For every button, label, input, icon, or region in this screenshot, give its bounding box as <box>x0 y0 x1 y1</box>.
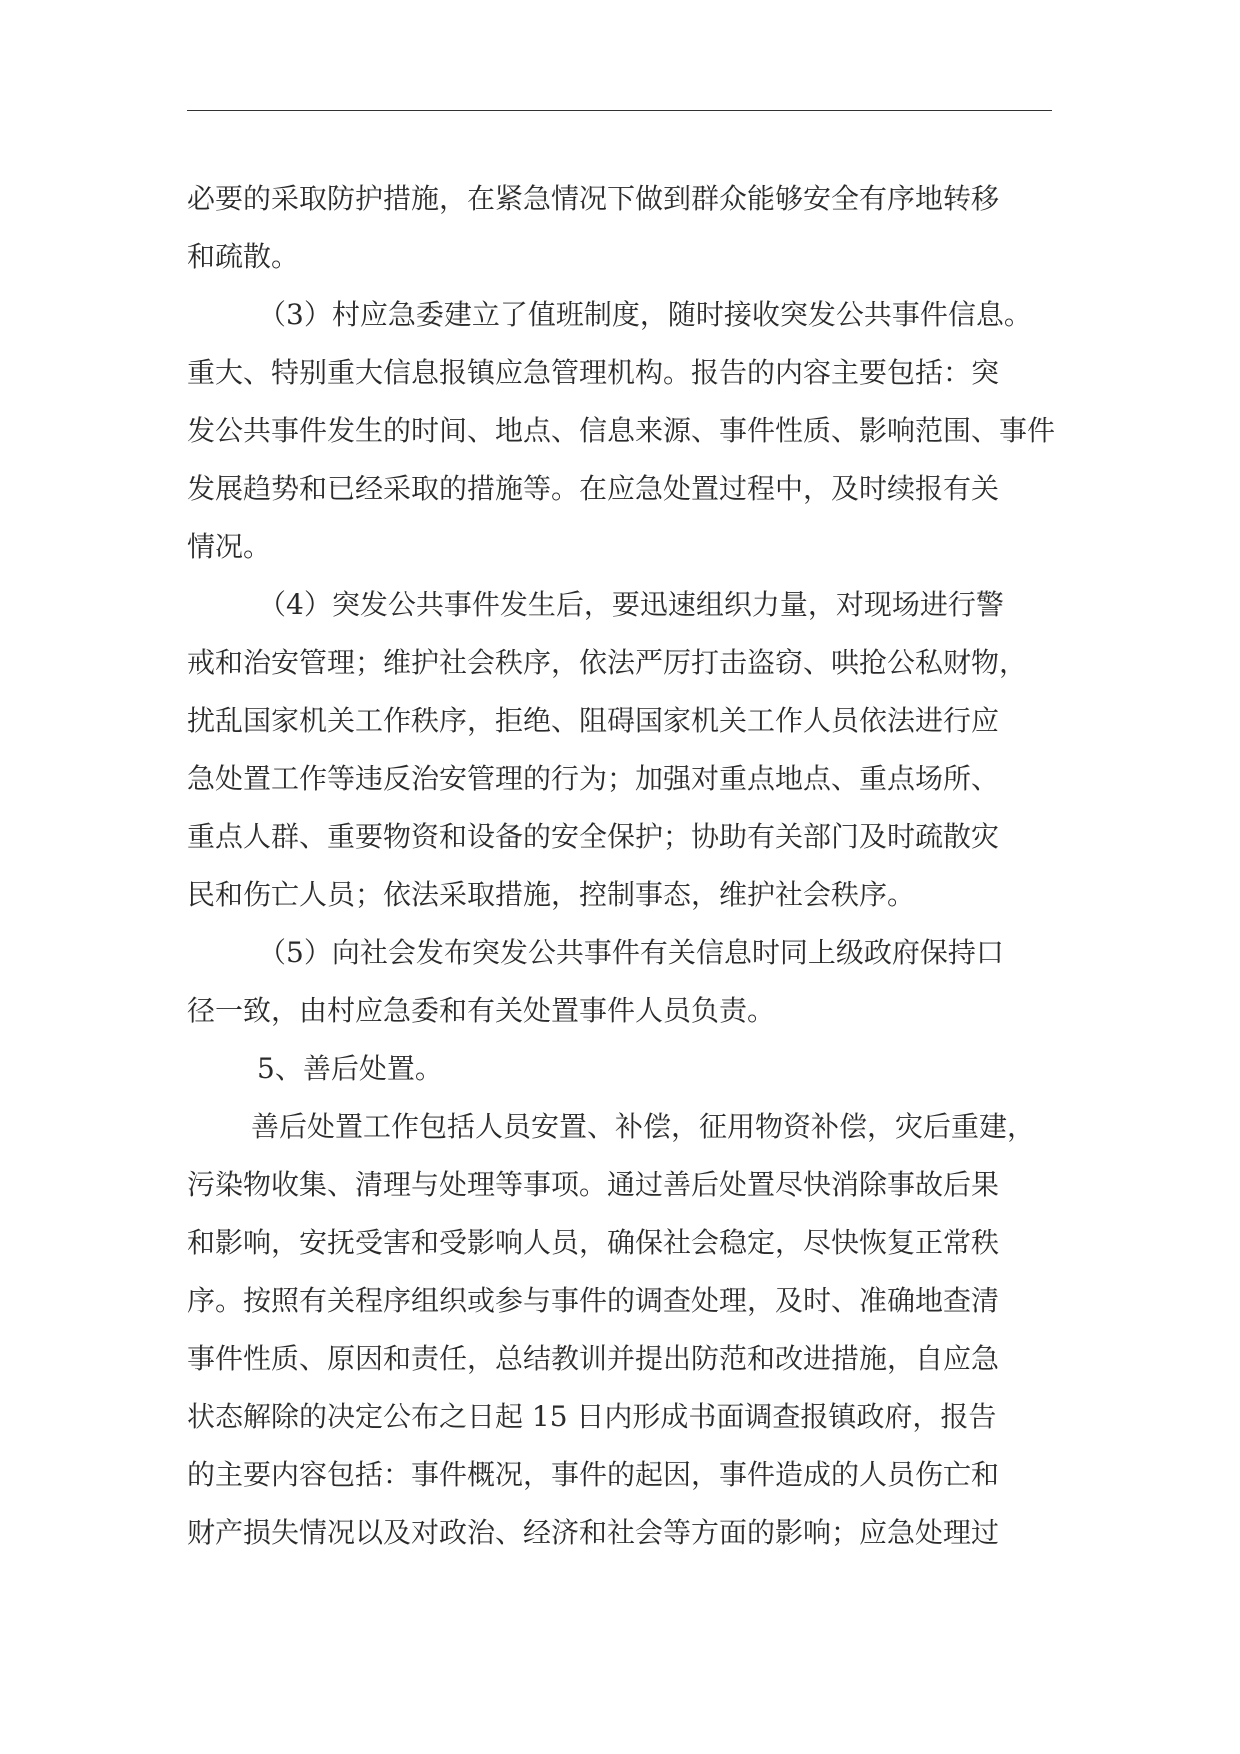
aftermath-paragraph-line: 善后处置工作包括人员安置、补偿，征用物资补偿，灾后重建， <box>251 1110 1036 1143</box>
text-line: 急处置工作等违反治安管理的行为；加强对重点地点、重点场所、 <box>187 762 1000 795</box>
paragraph-4-line: （4）突发公共事件发生后，要迅速组织力量，对现场进行警 <box>258 588 1004 621</box>
text-line: 重点人群、重要物资和设备的安全保护；协助有关部门及时疏散灾 <box>187 820 1000 853</box>
section-heading: 5、善后处置。 <box>257 1052 443 1085</box>
text-line: 必要的采取防护措施，在紧急情况下做到群众能够安全有序地转移 <box>187 182 1000 215</box>
text-line: 情况。 <box>187 530 272 563</box>
header-rule <box>187 110 1052 111</box>
text-line: 戒和治安管理；维护社会秩序，依法严厉打击盗窃、哄抢公私财物， <box>187 646 1028 679</box>
text-line: 污染物收集、清理与处理等事项。通过善后处置尽快消除事故后果 <box>187 1168 1000 1201</box>
text-line: 重大、特别重大信息报镇应急管理机构。报告的内容主要包括：突 <box>187 356 1000 389</box>
text-line: 序。按照有关程序组织或参与事件的调查处理，及时、准确地查清 <box>187 1284 1000 1317</box>
paragraph-3-line: （3）村应急委建立了值班制度，随时接收突发公共事件信息。 <box>258 298 1032 331</box>
text-line: 发展趋势和已经采取的措施等。在应急处置过程中，及时续报有关 <box>187 472 1000 505</box>
text-line: 状态解除的决定公布之日起 15 日内形成书面调查报镇政府，报告 <box>187 1400 997 1433</box>
text-line: 发公共事件发生的时间、地点、信息来源、事件性质、影响范围、事件 <box>187 414 1056 447</box>
paragraph-5-line: （5）向社会发布突发公共事件有关信息时同上级政府保持口 <box>258 936 1004 969</box>
text-line: 事件性质、原因和责任，总结教训并提出防范和改进措施，自应急 <box>187 1342 1000 1375</box>
text-line: 和疏散。 <box>187 240 300 273</box>
text-line: 扰乱国家机关工作秩序，拒绝、阻碍国家机关工作人员依法进行应 <box>187 704 1000 737</box>
text-line: 的主要内容包括：事件概况，事件的起因，事件造成的人员伤亡和 <box>187 1458 1000 1491</box>
body-text <box>187 170 1067 1562</box>
text-line: 径一致，由村应急委和有关处置事件人员负责。 <box>187 994 776 1027</box>
text-line: 民和伤亡人员；依法采取措施，控制事态，维护社会秩序。 <box>187 878 916 911</box>
text-line: 财产损失情况以及对政治、经济和社会等方面的影响；应急处理过 <box>187 1516 1000 1549</box>
text-line: 和影响，安抚受害和受影响人员，确保社会稳定，尽快恢复正常秩 <box>187 1226 1000 1259</box>
